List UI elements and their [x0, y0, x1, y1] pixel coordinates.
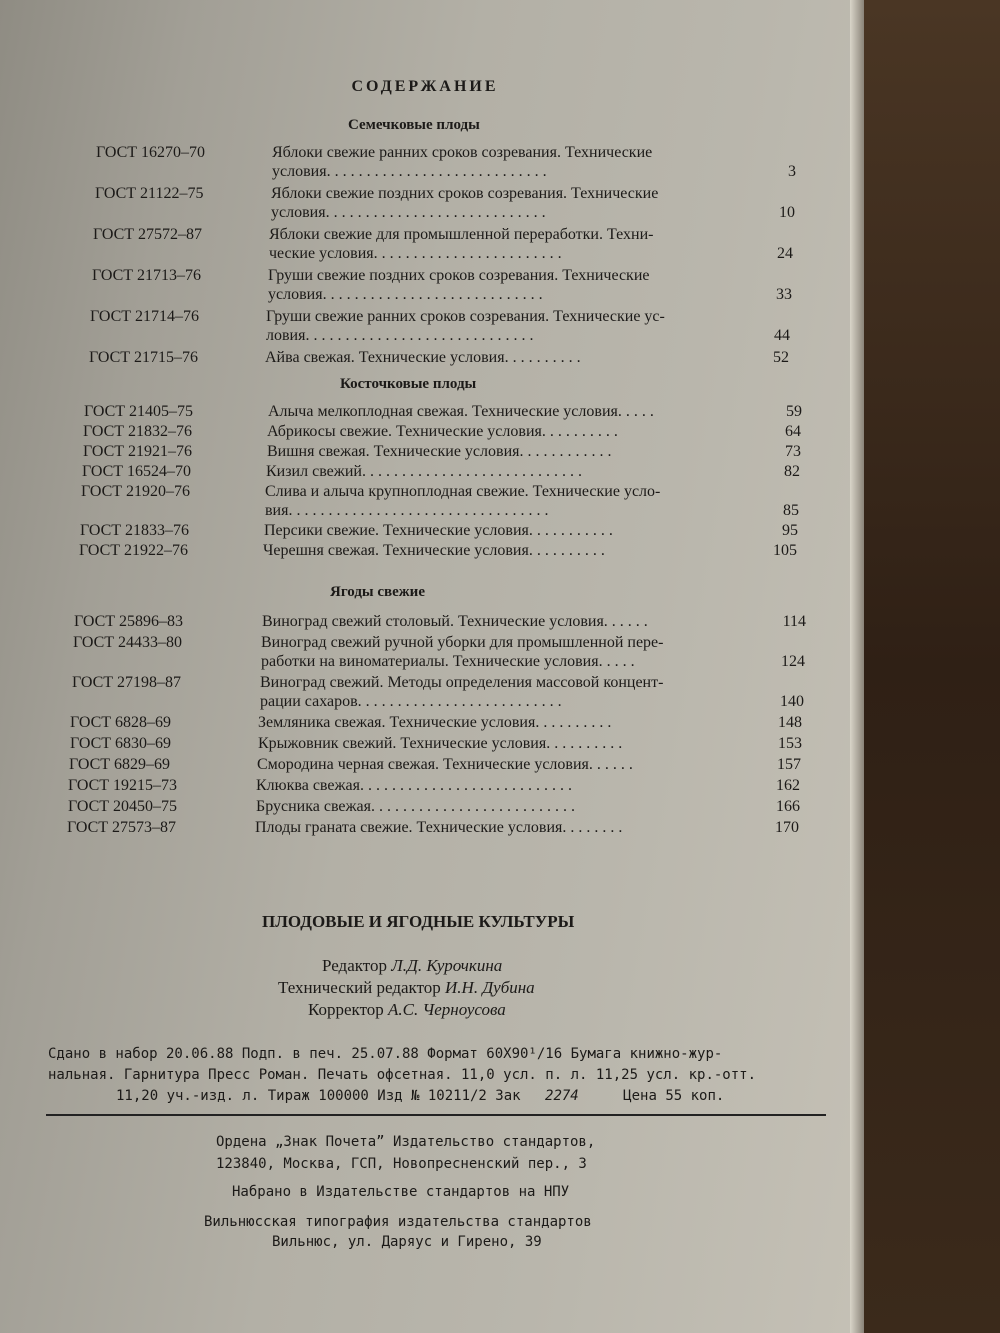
entry-title-line: Яблоки свежие поздних сроков созревания. Технические [271, 185, 659, 202]
page-edge [850, 0, 864, 1333]
table-background [864, 0, 1000, 1333]
printer-line-1: Вильнюсская типография издательства стандартов [204, 1214, 592, 1230]
gost-code: ГОСТ 19215–73 [68, 777, 178, 794]
gost-code: ГОСТ 21714–76 [90, 308, 200, 325]
page-number: 24 [777, 245, 793, 262]
entry-title-line: Айва свежая. Технические условия. . . . . . . . . . [265, 349, 581, 366]
gost-code: ГОСТ 27198–87 [72, 674, 182, 691]
gost-code: ГОСТ 21122–75 [95, 185, 204, 202]
page-number: 85 [783, 502, 799, 519]
page-number: 105 [773, 542, 797, 559]
credit-proofreader [308, 1000, 506, 1020]
entry-title-line: Груши свежие поздних сроков созревания. Технические [268, 267, 650, 284]
page-number: 162 [776, 777, 800, 794]
entry-title-line: Слива и алыча крупноплодная свежие. Технические усло- [265, 483, 661, 500]
entry-title-line: работки на виноматериалы. Технические условия. . . . . [261, 653, 635, 670]
gost-code: ГОСТ 21833–76 [80, 522, 190, 539]
entry-title-line: Черешня свежая. Технические условия. . . . . . . . . . [263, 542, 605, 559]
gost-code: ГОСТ 24433–80 [73, 634, 183, 651]
entry-title-line: Клюква свежая. . . . . . . . . . . . . . . . . . . . . . . . . . . [256, 777, 573, 794]
price: Цена 55 коп. [623, 1088, 725, 1104]
entry-title-line: Абрикосы свежие. Технические условия. . . . . . . . . . [267, 423, 618, 440]
entry-title-line: условия. . . . . . . . . . . . . . . . . . . . . . . . . . . . [272, 163, 547, 180]
page-number: 166 [776, 798, 800, 815]
page-number: 82 [784, 463, 800, 480]
book-title: ПЛОДОВЫЕ И ЯГОДНЫЕ КУЛЬТУРЫ [262, 912, 575, 931]
typesetting-line: Набрано в Издательстве стандартов на НПУ [232, 1184, 570, 1200]
credit-editor [322, 956, 502, 976]
credit-name: И.Н. Дубина [445, 978, 535, 997]
gost-code: ГОСТ 6830–69 [70, 735, 172, 752]
gost-code: ГОСТ 6828–69 [70, 714, 172, 731]
page-number: 153 [778, 735, 802, 752]
gost-code: ГОСТ 21922–76 [79, 542, 189, 559]
page-number: 114 [782, 613, 806, 630]
page-number: 140 [780, 693, 804, 710]
publisher-line-2: 123840, Москва, ГСП, Новопресненский пер., 3 [216, 1156, 587, 1172]
gost-code: ГОСТ 21921–76 [83, 443, 193, 460]
gost-code: ГОСТ 16524–70 [82, 463, 192, 480]
entry-title-line: Груши свежие ранних сроков созревания. Технические ус- [266, 308, 665, 325]
entry-title-line: Брусника свежая. . . . . . . . . . . . . . . . . . . . . . . . . . [256, 798, 576, 815]
page-number: 10 [779, 204, 795, 221]
entry-title-line: Виноград свежий столовый. Технические условия. . . . . . [262, 613, 648, 630]
imprint-line-3 [116, 1088, 724, 1104]
gost-code: ГОСТ 21920–76 [81, 483, 191, 500]
entry-title-line: Виноград свежий ручной уборки для промышленной пере- [261, 634, 664, 651]
page-number: 157 [777, 756, 801, 773]
imprint-line-1: Сдано в набор 20.06.88 Подп. в печ. 25.07.88 Формат 60X90¹/16 Бумага книжно-жур- [48, 1046, 723, 1062]
entry-title-line: условия. . . . . . . . . . . . . . . . . . . . . . . . . . . . [268, 286, 543, 303]
section-title: Косточковые плоды [340, 376, 477, 392]
page-number: 52 [773, 349, 789, 366]
entry-title-line: Яблоки свежие для промышленной переработки. Техни- [269, 226, 654, 243]
page-number: 170 [775, 819, 799, 836]
entry-title-line: Виноград свежий. Методы определения массовой концент- [260, 674, 664, 691]
entry-title-line: Крыжовник свежий. Технические условия. . . . . . . . . . [258, 735, 623, 752]
entry-title-line: Вишня свежая. Технические условия. . . . . . . . . . . . [267, 443, 612, 460]
page-number: 73 [785, 443, 801, 460]
imprint-line-2: нальная. Гарнитура Пресс Роман. Печать офсетная. 11,0 усл. п. л. 11,25 усл. кр.-отт. [48, 1067, 757, 1083]
entry-title-line: ловия. . . . . . . . . . . . . . . . . . . . . . . . . . . . . [266, 327, 534, 344]
publisher-line-1: Ордена „Знак Почета” Издательство стандартов, [216, 1134, 596, 1150]
contents-heading: СОДЕРЖАНИЕ [351, 78, 499, 95]
printer-line-2: Вильнюс, ул. Даряус и Гирено, 39 [272, 1234, 542, 1250]
gost-code: ГОСТ 21715–76 [89, 349, 199, 366]
gost-code: ГОСТ 21405–75 [84, 403, 194, 420]
gost-code: ГОСТ 27573–87 [67, 819, 177, 836]
order-number: 2274 [545, 1088, 579, 1104]
entry-title-line: Алыча мелкоплодная свежая. Технические условия. . . . . [268, 403, 654, 420]
gost-code: ГОСТ 20450–75 [68, 798, 178, 815]
entry-title-line: Земляника свежая. Технические условия. . . . . . . . . . [258, 714, 612, 731]
gost-code: ГОСТ 6829–69 [69, 756, 171, 773]
entry-title-line: ческие условия. . . . . . . . . . . . . . . . . . . . . . . . [269, 245, 562, 262]
credit-name: А.С. Черноусова [388, 1000, 506, 1019]
credit-role: Редактор [322, 956, 387, 975]
entry-title-line: вия. . . . . . . . . . . . . . . . . . . . . . . . . . . . . . . . . [265, 502, 549, 519]
gost-code: ГОСТ 21832–76 [83, 423, 193, 440]
page-number: 95 [782, 522, 798, 539]
gost-code: ГОСТ 21713–76 [92, 267, 202, 284]
entry-title-line: Яблоки свежие ранних сроков созревания. Технические [272, 144, 653, 161]
section-title: Ягоды свежие [330, 584, 425, 600]
entry-title-line: рации сахаров. . . . . . . . . . . . . . . . . . . . . . . . . . [260, 693, 562, 710]
gost-code: ГОСТ 25896–83 [74, 613, 184, 630]
page-number: 124 [781, 653, 805, 670]
credit-name: Л.Д. Курочкина [391, 956, 503, 975]
credit-tech-editor [278, 978, 535, 998]
section-title: Семечковые плоды [348, 117, 480, 133]
credit-role: Корректор [308, 1000, 384, 1019]
page-number: 59 [786, 403, 802, 420]
divider-rule [46, 1114, 826, 1116]
page-number: 3 [788, 163, 796, 180]
imprint-print-info: 11,20 уч.-изд. л. Тираж 100000 Изд № 10211/2 Зак [116, 1088, 521, 1104]
entry-title-line: условия. . . . . . . . . . . . . . . . . . . . . . . . . . . . [271, 204, 546, 221]
credit-role: Технический редактор [278, 978, 441, 997]
entry-title-line: Персики свежие. Технические условия. . . . . . . . . . . [264, 522, 613, 539]
entry-title-line: Плоды граната свежие. Технические условия. . . . . . . . [255, 819, 623, 836]
gost-code: ГОСТ 27572–87 [93, 226, 203, 243]
entry-title-line: Кизил свежий. . . . . . . . . . . . . . . . . . . . . . . . . . . . [266, 463, 582, 480]
page-number: 33 [776, 286, 792, 303]
page-number: 64 [785, 423, 801, 440]
page-number: 148 [778, 714, 802, 731]
page-number: 44 [774, 327, 790, 344]
entry-title-line: Смородина черная свежая. Технические условия. . . . . . [257, 756, 633, 773]
gost-code: ГОСТ 16270–70 [96, 144, 206, 161]
